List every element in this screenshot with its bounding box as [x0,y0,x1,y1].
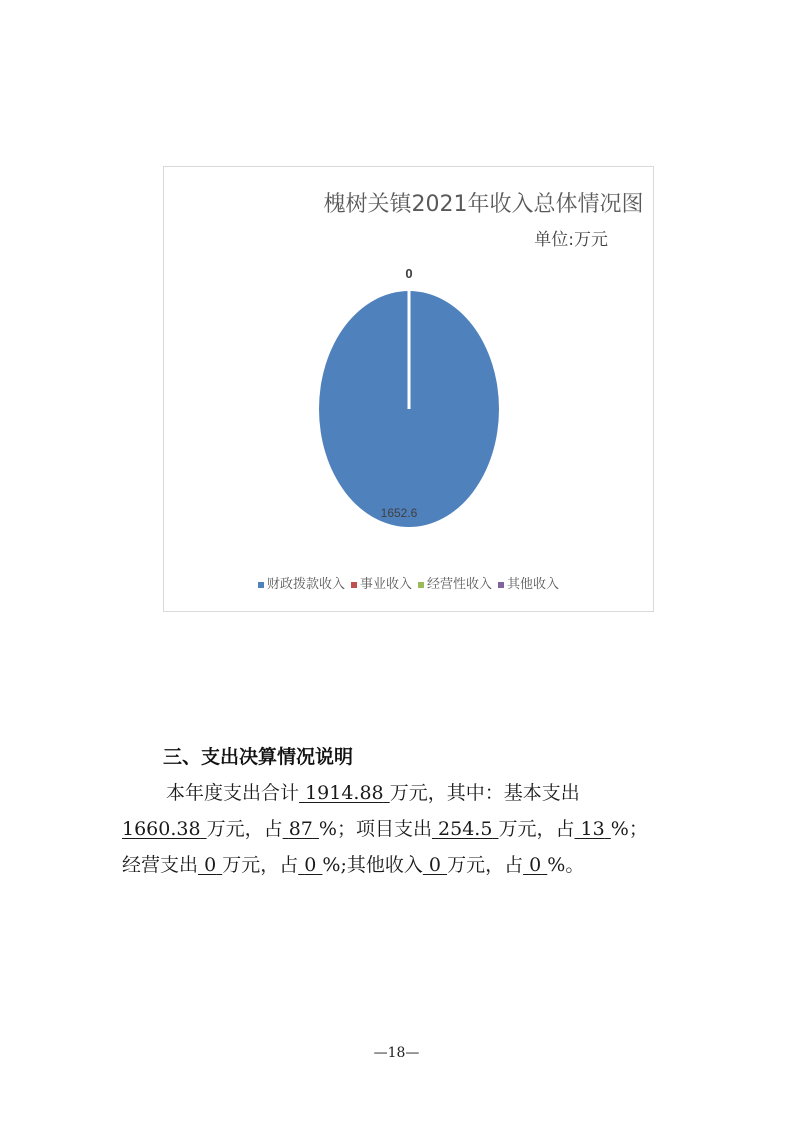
legend-item-2 [418,573,492,592]
other-pct-value: 0 [529,854,542,876]
text-segment: 经营支出 [122,854,199,876]
text-segment: 万元，占 [206,818,283,840]
text-segment: %；项目支出 [318,818,432,840]
text-segment: 本年度支出合计 [166,782,300,804]
text-segment: %； [610,818,648,840]
legend-label: 经营性收入 [427,577,493,592]
text-segment: 万元，占 [447,854,524,876]
project-pct-value: 13 [580,818,605,840]
other-income-value: 0 [428,854,442,876]
legend-item-3 [498,573,559,592]
chart-unit-label: 单位:万元 [534,230,608,250]
data-label-1: 0 [405,266,413,281]
chart-legend [164,573,653,592]
income-pie-chart [163,166,654,612]
text-segment: 万元，其中：基本支出 [389,782,580,804]
legend-swatch [258,582,264,588]
pie-plot [164,167,655,567]
legend-label: 其他收入 [507,577,560,592]
paragraph-line-2 [122,811,682,847]
chart-title: 槐树关镇2021年收入总体情况图 [323,192,644,217]
basic-expenditure-value: 1660.38 [122,818,201,840]
basic-pct-value: 87 [288,818,313,840]
legend-label: 事业收入 [359,577,412,592]
legend-swatch [498,582,504,588]
legend-item-0 [258,573,345,592]
paragraph-line-3 [122,847,682,883]
text-segment: 万元，占 [222,854,299,876]
text-segment: 万元，占 [498,818,575,840]
legend-label: 财政拨款收入 [266,577,345,592]
legend-swatch [351,582,357,588]
total-expenditure-value: 1914.88 [305,782,384,804]
data-label-0: 1652.6 [380,506,418,520]
text-segment: %。 [547,854,585,876]
operating-expenditure-value: 0 [204,854,217,876]
expenditure-paragraph [122,775,682,883]
page-number: —18— [373,1045,420,1061]
project-expenditure-value: 254.5 [438,818,493,840]
legend-swatch [418,582,424,588]
paragraph-line-1 [122,775,682,811]
operating-pct-value: 0 [304,854,317,876]
legend-item-1 [351,573,412,592]
section-heading: 三、支出决算情况说明 [163,746,354,768]
text-segment: %;其他收入 [322,854,423,876]
